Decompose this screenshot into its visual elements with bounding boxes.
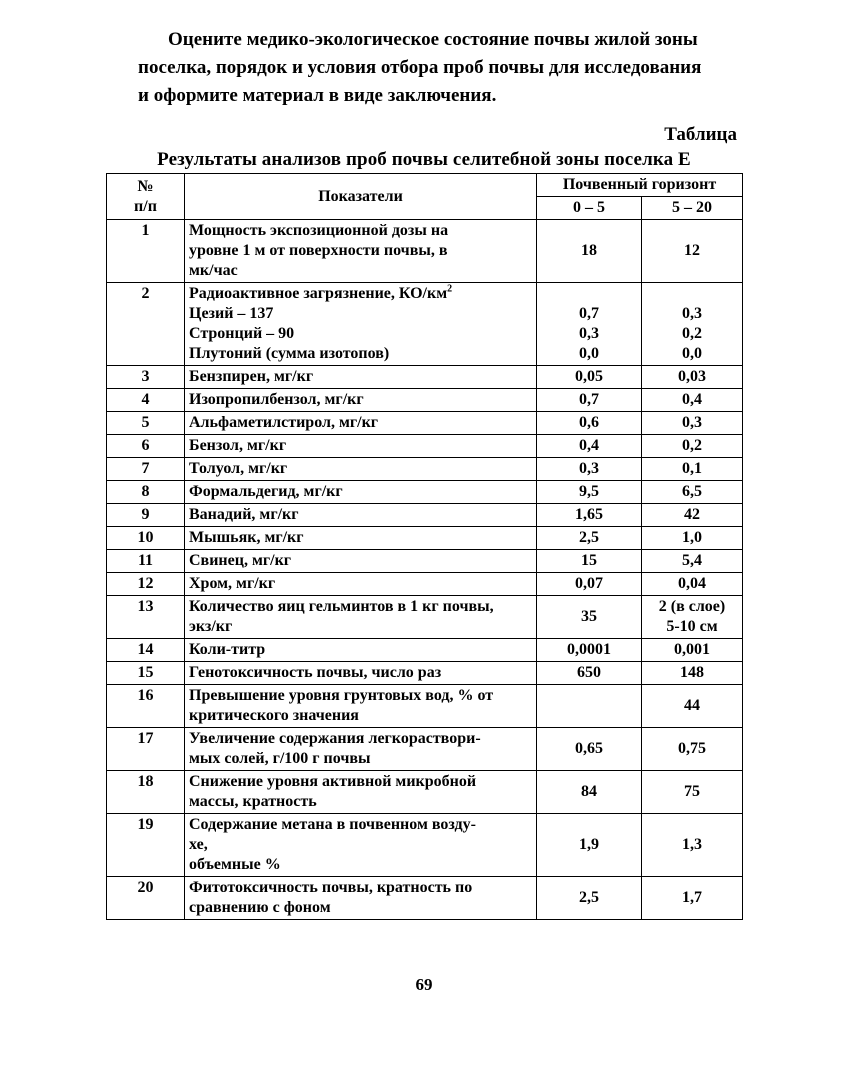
row-number: 18 bbox=[107, 771, 185, 814]
radio-title: Радиоактивное загрязнение, КО/км bbox=[189, 285, 448, 302]
cell-line: Превышение уровня грунтовых вод, % от bbox=[189, 687, 494, 704]
row-number: 5 bbox=[107, 412, 185, 435]
row-number: 14 bbox=[107, 639, 185, 662]
cell-line: Снижение уровня активной микробной bbox=[189, 773, 477, 790]
cell-line: Генотоксичность почвы, число раз bbox=[189, 664, 442, 681]
value-depth-5-20: 0,001 bbox=[642, 639, 743, 662]
cell-line: Ванадий, мг/кг bbox=[189, 506, 299, 523]
cell-line: 2 (в слое) bbox=[658, 598, 726, 615]
row-number: 9 bbox=[107, 504, 185, 527]
cell-line: Формальдегид, мг/кг bbox=[189, 483, 343, 500]
row-indicator bbox=[185, 504, 537, 527]
row-indicator bbox=[185, 662, 537, 685]
table-caption: Результаты анализов проб почвы селитебной зоны поселка Е bbox=[157, 149, 691, 170]
row-indicator bbox=[185, 412, 537, 435]
value-depth-5-20: 0,04 bbox=[642, 573, 743, 596]
value-depth-0-5: 0,0001 bbox=[537, 639, 642, 662]
cell-line: уровне 1 м от поверхности почвы, в bbox=[189, 242, 448, 259]
row-indicator bbox=[185, 814, 537, 877]
table-row bbox=[107, 573, 743, 596]
cell-line: 5-10 см bbox=[666, 618, 718, 635]
table-row bbox=[107, 481, 743, 504]
value-depth-5-20: 1,7 bbox=[642, 877, 743, 920]
cell-line: Коли-титр bbox=[189, 641, 266, 658]
row-indicator bbox=[185, 639, 537, 662]
row-number: 19 bbox=[107, 814, 185, 877]
header-depth-0-5: 0 – 5 bbox=[537, 197, 642, 220]
task-paragraph bbox=[138, 26, 738, 110]
value-depth-0-5: 0,07 bbox=[537, 573, 642, 596]
table-row bbox=[107, 435, 743, 458]
value-depth-0-5: 2,5 bbox=[537, 527, 642, 550]
isotope-value: 0,2 bbox=[682, 325, 702, 342]
value-depth-0-5: 1,65 bbox=[537, 504, 642, 527]
row-indicator bbox=[185, 573, 537, 596]
value-depth-5-20: 75 bbox=[642, 771, 743, 814]
task-line: Оцените медико-экологическое состояние почвы жилой зоны bbox=[168, 29, 698, 50]
radio-title-superscript: 2 bbox=[447, 283, 453, 295]
isotope-label: Цезий – 137 bbox=[189, 305, 274, 322]
value-depth-5-20: 5,4 bbox=[642, 550, 743, 573]
header-depth-5-20: 5 – 20 bbox=[642, 197, 743, 220]
table-row bbox=[107, 412, 743, 435]
value-depth-0-5: 0,6 bbox=[537, 412, 642, 435]
isotope-value: 0,7 bbox=[579, 305, 599, 322]
value-depth-0-5: 0,7 bbox=[537, 389, 642, 412]
row-number: 16 bbox=[107, 685, 185, 728]
cell-line: Мощность экспозиционной дозы на bbox=[189, 222, 449, 239]
table-row bbox=[107, 639, 743, 662]
isotope-value: 0,3 bbox=[579, 325, 599, 342]
row-indicator bbox=[185, 771, 537, 814]
table-row bbox=[107, 662, 743, 685]
table-row bbox=[107, 283, 743, 366]
row-indicator bbox=[185, 685, 537, 728]
cell-line: Бензол, мг/кг bbox=[189, 437, 287, 454]
row-number: 8 bbox=[107, 481, 185, 504]
cell-line: Увеличение содержания легкораствори- bbox=[189, 730, 481, 747]
row-number: 20 bbox=[107, 877, 185, 920]
cell-line bbox=[189, 284, 532, 304]
cell-line: хе, bbox=[189, 836, 208, 853]
value-depth-5-20: 0,4 bbox=[642, 389, 743, 412]
row-number: 2 bbox=[107, 283, 185, 366]
cell-line: Содержание метана в почвенном возду- bbox=[189, 816, 476, 833]
value-depth-0-5: 2,5 bbox=[537, 877, 642, 920]
value-depth-5-20: 6,5 bbox=[642, 481, 743, 504]
row-indicator bbox=[185, 596, 537, 639]
isotope-value: 0,0 bbox=[682, 345, 702, 362]
table-row bbox=[107, 527, 743, 550]
value-depth-5-20: 1,0 bbox=[642, 527, 743, 550]
isotope-value: 0,3 bbox=[682, 305, 702, 322]
cell-line: массы, кратность bbox=[189, 793, 317, 810]
value-depth-5-20: 0,2 bbox=[642, 435, 743, 458]
row-indicator bbox=[185, 550, 537, 573]
value-depth-5-20: 148 bbox=[642, 662, 743, 685]
page-number: 69 bbox=[415, 975, 433, 994]
row-number: 11 bbox=[107, 550, 185, 573]
cell-line: Бензпирен, мг/кг bbox=[189, 368, 314, 385]
row-number: 13 bbox=[107, 596, 185, 639]
value-depth-0-5 bbox=[537, 685, 642, 728]
header-number: № п/п bbox=[107, 174, 185, 220]
row-indicator bbox=[185, 389, 537, 412]
cell-line: мк/час bbox=[189, 262, 238, 279]
value-depth-5-20 bbox=[642, 283, 743, 366]
value-depth-0-5: 0,65 bbox=[537, 728, 642, 771]
table-row bbox=[107, 728, 743, 771]
table-row bbox=[107, 366, 743, 389]
table-row bbox=[107, 550, 743, 573]
cell-line: Хром, мг/кг bbox=[189, 575, 276, 592]
value-depth-5-20 bbox=[642, 596, 743, 639]
isotope-value: 0,0 bbox=[579, 345, 599, 362]
cell-line: Свинец, мг/кг bbox=[189, 552, 292, 569]
cell-line: Количество яиц гельминтов в 1 кг почвы, bbox=[189, 598, 494, 615]
isotope-label: Стронций – 90 bbox=[189, 325, 295, 342]
table-row bbox=[107, 685, 743, 728]
results-table bbox=[106, 173, 743, 920]
cell-spacer bbox=[541, 284, 637, 304]
row-number: 1 bbox=[107, 220, 185, 283]
cell-line: Альфаметилстирол, мг/кг bbox=[189, 414, 379, 431]
task-line: поселка, порядок и условия отбора проб почвы для исследования bbox=[138, 57, 702, 78]
value-depth-5-20: 12 bbox=[642, 220, 743, 283]
row-number: 7 bbox=[107, 458, 185, 481]
cell-line: мых солей, г/100 г почвы bbox=[189, 750, 371, 767]
value-depth-0-5: 0,3 bbox=[537, 458, 642, 481]
table-label: Таблица bbox=[664, 124, 737, 145]
row-indicator bbox=[185, 435, 537, 458]
cell-line: сравнению с фоном bbox=[189, 899, 331, 916]
row-indicator bbox=[185, 877, 537, 920]
row-number: 10 bbox=[107, 527, 185, 550]
table-row bbox=[107, 389, 743, 412]
value-depth-5-20: 0,1 bbox=[642, 458, 743, 481]
value-depth-5-20: 0,75 bbox=[642, 728, 743, 771]
row-number: 17 bbox=[107, 728, 185, 771]
row-number: 15 bbox=[107, 662, 185, 685]
row-number: 6 bbox=[107, 435, 185, 458]
row-number: 3 bbox=[107, 366, 185, 389]
value-depth-0-5: 0,05 bbox=[537, 366, 642, 389]
value-depth-0-5: 0,4 bbox=[537, 435, 642, 458]
value-depth-5-20: 0,03 bbox=[642, 366, 743, 389]
row-number: 12 bbox=[107, 573, 185, 596]
table-row bbox=[107, 596, 743, 639]
value-depth-5-20: 44 bbox=[642, 685, 743, 728]
row-indicator bbox=[185, 527, 537, 550]
header-soil-horizon: Почвенный горизонт bbox=[537, 174, 743, 197]
table-body bbox=[107, 220, 743, 920]
value-depth-0-5: 9,5 bbox=[537, 481, 642, 504]
value-depth-0-5: 650 bbox=[537, 662, 642, 685]
cell-line: Изопропилбензол, мг/кг bbox=[189, 391, 364, 408]
value-depth-0-5 bbox=[537, 283, 642, 366]
value-depth-5-20: 0,3 bbox=[642, 412, 743, 435]
table-row bbox=[107, 220, 743, 283]
cell-line: критического значения bbox=[189, 707, 359, 724]
table-row bbox=[107, 771, 743, 814]
value-depth-5-20: 1,3 bbox=[642, 814, 743, 877]
row-number: 4 bbox=[107, 389, 185, 412]
table-row bbox=[107, 458, 743, 481]
row-indicator bbox=[185, 283, 537, 366]
cell-line: объемные % bbox=[189, 856, 281, 873]
row-indicator bbox=[185, 366, 537, 389]
cell-line: Толуол, мг/кг bbox=[189, 460, 288, 477]
row-indicator bbox=[185, 728, 537, 771]
cell-spacer bbox=[646, 284, 738, 304]
cell-line: Мышьяк, мг/кг bbox=[189, 529, 304, 546]
row-indicator bbox=[185, 220, 537, 283]
value-depth-0-5: 1,9 bbox=[537, 814, 642, 877]
value-depth-0-5: 35 bbox=[537, 596, 642, 639]
value-depth-0-5: 84 bbox=[537, 771, 642, 814]
value-depth-0-5: 15 bbox=[537, 550, 642, 573]
cell-line: экз/кг bbox=[189, 618, 233, 635]
cell-line: Фитотоксичность почвы, кратность по bbox=[189, 879, 473, 896]
table-row bbox=[107, 877, 743, 920]
row-indicator bbox=[185, 458, 537, 481]
row-indicator bbox=[185, 481, 537, 504]
value-depth-0-5: 18 bbox=[537, 220, 642, 283]
header-indicators: Показатели bbox=[185, 174, 537, 220]
value-depth-5-20: 42 bbox=[642, 504, 743, 527]
table-row bbox=[107, 814, 743, 877]
table-row bbox=[107, 504, 743, 527]
task-line: и оформите материал в виде заключения. bbox=[138, 85, 497, 106]
isotope-label: Плутоний (сумма изотопов) bbox=[189, 345, 390, 362]
